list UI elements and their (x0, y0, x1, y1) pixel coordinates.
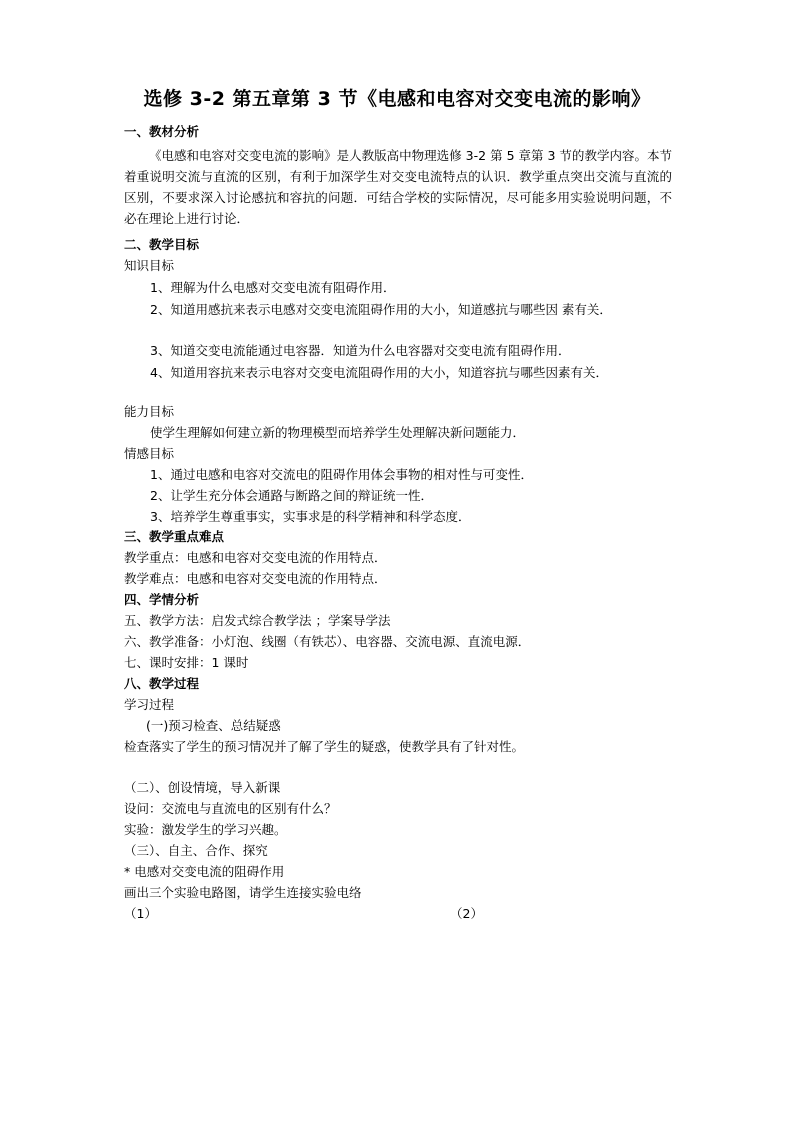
knowledge-goal-1: 1、理解为什么电感对交变电流有阻碍作用． (150, 280, 396, 295)
step-3-text: 画出三个实验电路图，请学生连接实验电络 (124, 885, 362, 900)
section-6-preparation: 六、教学准备：小灯泡、线圈（有铁芯）、电容器、交流电源、直流电源． (124, 634, 531, 649)
step-1-title: (一)预习检查、总结疑惑 (146, 718, 281, 733)
teaching-key-point: 教学重点：电感和电容对交变电流的作用特点． (124, 550, 387, 565)
emotion-goal-label: 情感目标 (124, 446, 175, 461)
step-2-title: （二）、创设情境，导入新课 (124, 780, 281, 795)
section-5-methods: 五、教学方法：启发式综合教学法 ；学案导学法 (124, 613, 391, 628)
ability-goal-label: 能力目标 (124, 404, 175, 419)
section-heading-4: 四、学情分析 (124, 592, 200, 607)
section-7-schedule: 七、课时安排：1 课时 (124, 655, 249, 670)
emotion-goal-2: 2、让学生充分体会通路与断路之间的辩证统一性． (150, 488, 433, 503)
teaching-difficulty: 教学难点：电感和电容对交变电流的作用特点． (124, 571, 387, 586)
emotion-goal-3: 3、培养学生尊重事实，实事求是的科学精神和科学态度． (150, 509, 471, 524)
learning-process-label: 学习过程 (124, 697, 175, 712)
section-heading-3: 三、教学重点难点 (124, 529, 225, 544)
section-heading-2: 二、教学目标 (124, 237, 200, 252)
emotion-goal-1: 1、通过电感和电容对交流电的阻碍作用体会事物的相对性与可变性． (150, 467, 533, 482)
step-3-title: （三）、自主、合作、探究 (124, 843, 268, 858)
step-1-text: 检查落实了学生的预习情况并了解了学生的疑惑，使教学具有了针对性。 (124, 739, 525, 754)
section-heading-8: 八、教学过程 (124, 676, 200, 691)
ability-goal-1: 使学生理解如何建立新的物理模型而培养学生处理解决新问题能力． (150, 425, 526, 440)
knowledge-goal-label: 知识目标 (124, 258, 175, 273)
step-2-question: 设问：交流电与直流电的区别有什么？ (124, 801, 337, 816)
step-2-experiment: 实验：激发学生的学习兴趣。 (124, 822, 287, 837)
section-1-paragraph: 《电感和电容对交变电流的影响》是人教版高中物理选修 3-2 第 5 章第 3 节的教学内容。本节着重说明交流与直流的区别，有利于加深学生对交变电流特点的认识．教学重点突出交流与直流的区别，不要求深入讨论感抗和容抗的问题．可结合学校的实际情况，尽可能多用实验说明问题，不必在理论上进行讨论． (124, 148, 672, 226)
knowledge-goal-4: 4、知道用容抗来表示电容对交变电流阻碍作用的大小，知道容抗与哪些因素有关． (150, 365, 608, 380)
figure-1-label: （1） (124, 906, 157, 921)
section-heading-1: 一、教材分析 (124, 124, 200, 139)
knowledge-goal-3: 3、知道交变电流能通过电容器．知道为什么电容器对交变电流有阻碍作用． (150, 343, 571, 358)
knowledge-goal-2: 2、知道用感抗来表示电感对交变电流阻碍作用的大小，知道感抗与哪些因 素有关． (150, 302, 612, 317)
page-title: 选修 3-2 第五章第 3 节《电感和电容对交变电流的影响》 (143, 88, 651, 110)
step-3-topic: * 电感对交变电流的阻碍作用 (124, 864, 285, 879)
figure-2-label: （2） (450, 906, 483, 921)
